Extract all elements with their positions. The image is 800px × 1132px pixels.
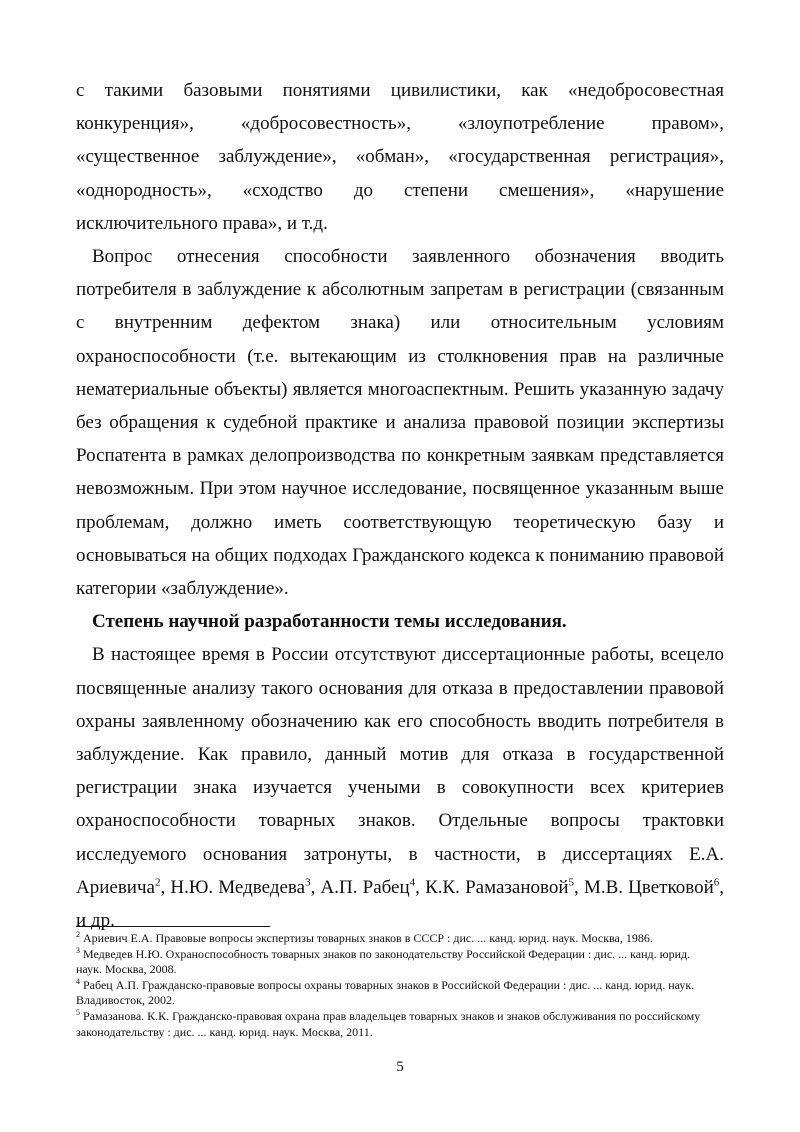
separator: , bbox=[574, 876, 584, 898]
footnote-item bbox=[76, 947, 716, 978]
author-name: М.В. Цветковой bbox=[583, 876, 714, 898]
footnote-ref[interactable]: 5 bbox=[568, 876, 575, 889]
page-number: 5 bbox=[396, 1059, 404, 1075]
paragraph-ending: , и др. bbox=[76, 876, 725, 932]
footnote-ref[interactable]: 3 bbox=[305, 876, 311, 889]
footnote-ref[interactable]: 4 bbox=[409, 876, 416, 889]
footnote-number: 5 bbox=[76, 1007, 80, 1017]
section-heading: Степень научной разработанности темы исследования. bbox=[92, 611, 567, 633]
footnote-number: 2 bbox=[76, 930, 80, 939]
footnote-text: Ариевич Е.А. Правовые вопросы экспертизы товарных знаков в СССР : дис. ... канд. юрид. наук. Москва, 1986. bbox=[80, 931, 653, 945]
footnote-text: Рабец А.П. Гражданско-правовые вопросы охраны товарных знаков в Российской Федерации : дис. ... канд. юрид. наук. Владивосток, 2002. bbox=[76, 977, 695, 1008]
separator: , bbox=[160, 876, 171, 898]
footnote-ref[interactable]: 2 bbox=[154, 876, 161, 889]
footnote-number: 3 bbox=[76, 945, 80, 955]
paragraph-question: Вопрос отнесения способности заявленного обозначения вводить потребителя в заблуждение к абсолютным запретам в регистрации (связанным с внутренним дефектом знака) или относительным условиям охраноспособности (т.е. вытекающим из столкновения прав на различные нематериальные объекты) является многоаспектным. Решить указанную задачу без обращения к судебной практике и анализа правовой позиции экспертизы Роспатента в рамках делопроизводства по конкретным заявкам представляется невозможным. При этом научное исследование, посвященное указанным выше проблемам, должно иметь соответствующую теоретическую базу и основываться на общих подходах Гражданского кодекса к пониманию правовой категории «заблуждение». bbox=[76, 246, 724, 600]
footnote-item bbox=[76, 1009, 716, 1040]
footnote-text: Рамазанова. К.К. Гражданско-правовая охрана прав владельцев товарных знаков и знаков обслуживания по российскому законодательству : дис. ... канд. юрид. наук. Москва, 2011. bbox=[76, 1008, 701, 1039]
footnote-item bbox=[76, 978, 716, 1009]
author-name: Н.Ю. Медведева bbox=[170, 876, 306, 898]
footnote-number: 4 bbox=[76, 976, 80, 986]
paragraph-text: В настоящее время в России отсутствуют диссертационные работы, всецело посвященные анализу такого основания для отказа в предоставлении правовой охраны заявленному обозначению как его способность вводить потребителя в заблуждение. Как правило, данный мотив для отказа в государственной регистрации знака изучается учеными в совокупности всех критериев охраноспособности товарных знаков. Отдельные вопросы трактовки исследуемого основания затронуты, в частности, в диссертациях Е.А. Ариевича bbox=[76, 644, 724, 898]
paragraph-continuation: с такими базовыми понятиями цивилистики, как «недобросовестная конкуренция», «добросовестность», «злоупотребление правом», «существенное заблуждение», «обман», «государственная регистрация», «однородность», «сходство до степени смешения», «нарушение исключительного права», и т.д. bbox=[76, 80, 724, 234]
separator: , bbox=[415, 876, 426, 898]
footnote-text: Медведев Н.Ю. Охраноспособность товарных знаков по законодательству Российской Федерации : дис. ... канд. юрид. наук. Москва, 2008. bbox=[76, 946, 691, 977]
separator: , bbox=[310, 876, 321, 898]
paragraph-research-state bbox=[76, 638, 724, 937]
footnote-separator bbox=[76, 926, 270, 927]
author-name: А.П. Рабец bbox=[320, 876, 410, 898]
main-text bbox=[76, 74, 724, 937]
footnote-ref[interactable]: 6 bbox=[713, 876, 720, 889]
footnote-item bbox=[76, 931, 716, 947]
author-name: К.К. Рамазановой bbox=[425, 876, 569, 898]
footnotes bbox=[76, 931, 716, 1040]
